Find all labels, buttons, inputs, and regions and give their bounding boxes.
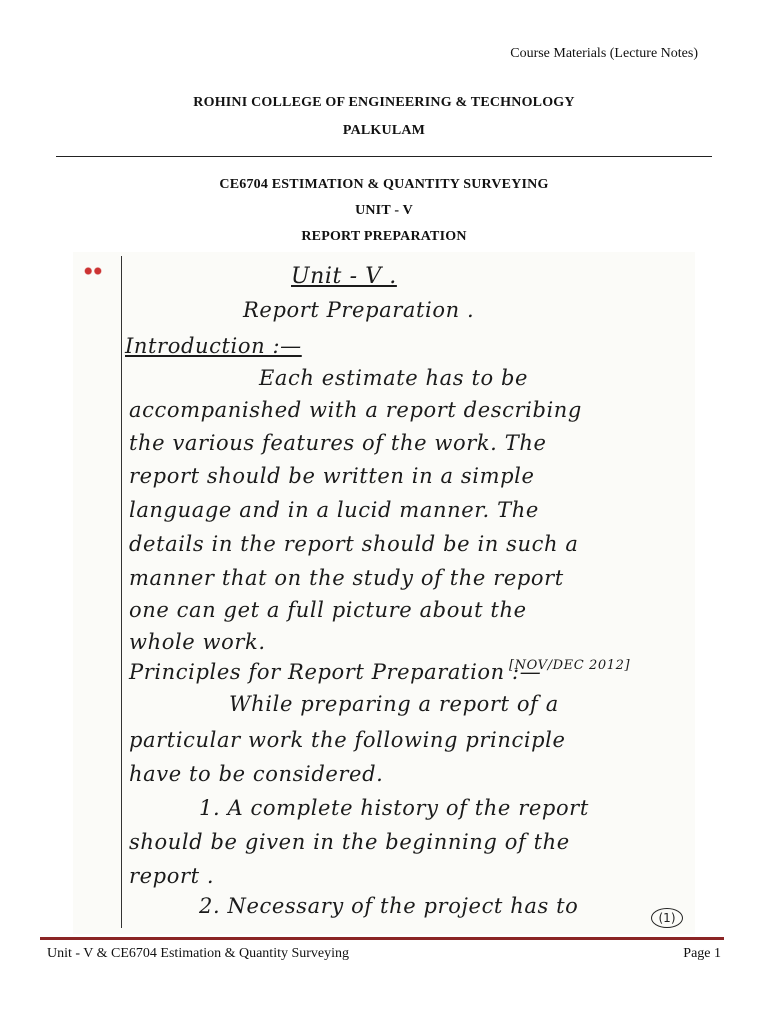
hw-line-8: one can get a full picture about the	[129, 598, 527, 622]
hw-report-preparation: Report Preparation .	[243, 298, 475, 322]
margin-line	[121, 256, 122, 928]
handwritten-notes-scan	[73, 252, 695, 934]
header-divider	[56, 156, 712, 157]
hw-line-3: the various features of the work. The	[129, 431, 547, 455]
hw-page-mark: (1)	[651, 908, 683, 928]
footer-page-number: Page 1	[683, 946, 721, 961]
hw-line-6: details in the report should be in such a	[129, 532, 579, 556]
hw-line-5: language and in a lucid manner. The	[129, 498, 539, 522]
course-materials-note: Course Materials (Lecture Notes)	[510, 46, 698, 61]
hw-unit-title: Unit - V .	[291, 264, 397, 289]
hw-line-11: While preparing a report of a	[229, 692, 559, 716]
unit-title: UNIT - V	[355, 203, 413, 218]
hw-line-15: should be given in the beginning of the	[129, 830, 570, 854]
hw-introduction-heading: Introduction :—	[125, 334, 302, 358]
footer-divider	[40, 937, 724, 940]
hw-line-12: particular work the following principle	[129, 728, 566, 752]
footer-course-info: Unit - V & CE6704 Estimation & Quantity Surveying	[47, 946, 350, 961]
college-name: ROHINI COLLEGE OF ENGINEERING & TECHNOLOGY	[193, 95, 575, 110]
topic-title: REPORT PREPARATION	[301, 229, 467, 244]
hw-line-4: report should be written in a simple	[129, 464, 535, 488]
hw-principles-heading: Principles for Report Preparation :—	[129, 660, 542, 684]
red-mark	[81, 264, 105, 278]
hw-line-13: have to be considered.	[129, 762, 384, 786]
hw-line-2: accompanished with a report describing	[129, 398, 582, 422]
hw-line-7: manner that on the study of the report	[129, 566, 564, 590]
course-title: CE6704 ESTIMATION & QUANTITY SURVEYING	[219, 177, 549, 192]
hw-line-17: 2. Necessary of the project has to	[199, 894, 579, 918]
hw-line-16: report .	[129, 864, 215, 888]
college-location: PALKULAM	[342, 123, 426, 138]
hw-line-14: 1. A complete history of the report	[199, 796, 589, 820]
hw-line-1: Each estimate has to be	[259, 366, 529, 390]
hw-line-9: whole work.	[129, 630, 266, 654]
hw-exam-note: [NOV/DEC 2012]	[509, 658, 631, 673]
